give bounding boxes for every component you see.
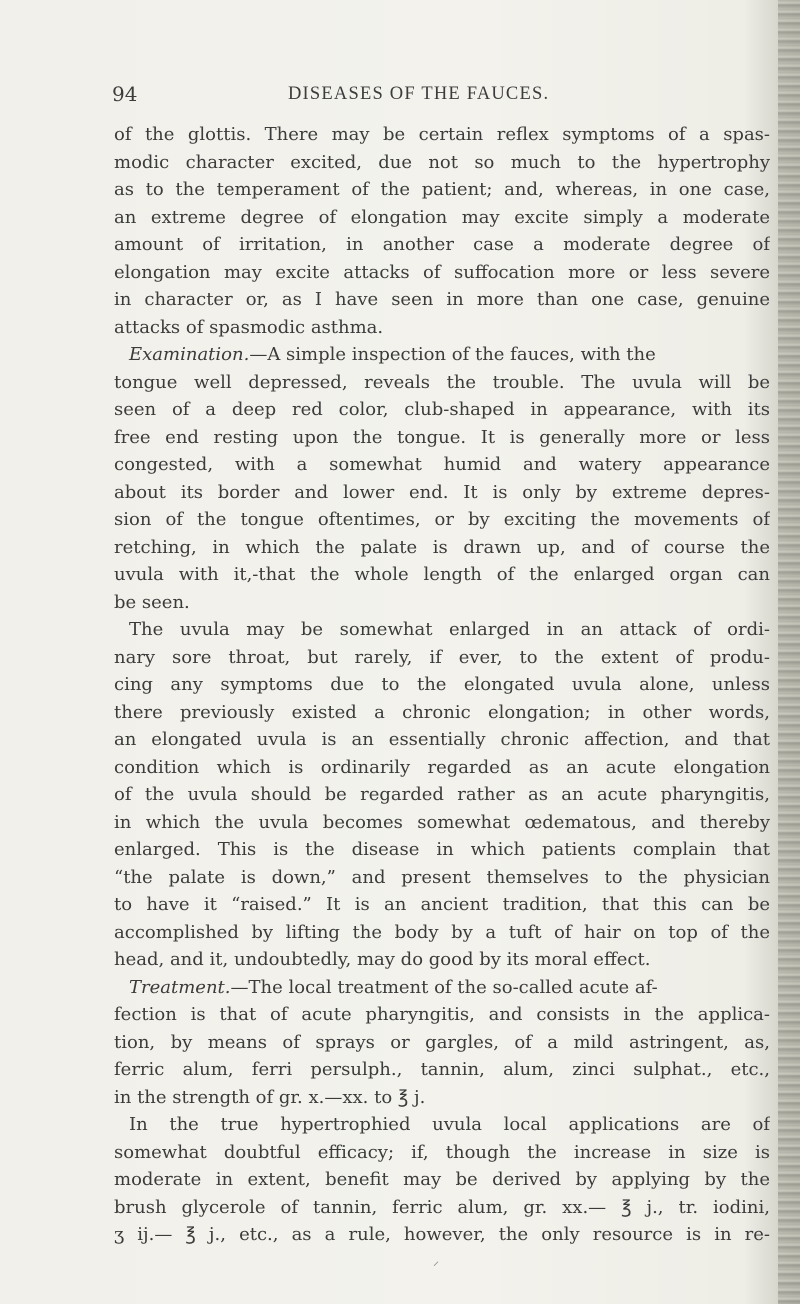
text-line: attacks of spasmodic asthma. <box>114 316 384 338</box>
text-line: amount of irritation, in another case a moderate degree of <box>114 234 770 255</box>
text-line: seen of a deep red color, club-shaped in appearance, with its <box>114 399 770 420</box>
text-line: moderate in extent, benefit may be derived by applying by the <box>114 1169 770 1190</box>
text-line: sion of the tongue oftentimes, or by exciting the movements of <box>114 509 770 530</box>
text-line: condition which is ordinarily regarded as an acute elongation <box>114 756 770 778</box>
text-line: as to the temperament of the patient; and, whereas, in one case, <box>114 179 770 200</box>
text-line: modic character excited, due not so much to the hypertrophy <box>114 151 770 173</box>
text-line: cing any symptoms due to the elongated uvula alone, unless <box>114 674 770 695</box>
text-line: of the glottis. There may be certain reflex symptoms of a spas- <box>114 124 770 145</box>
text-line: there previously existed a chronic elongation; in other words, <box>114 701 770 723</box>
text-line: free end resting upon the tongue. It is generally more or less <box>114 426 770 448</box>
text-line: tion, by means of sprays or gargles, of a mild astringent, as, <box>114 1031 770 1053</box>
text-line: elongation may excite attacks of suffocation more or less severe <box>114 261 770 283</box>
page-number: 94 <box>112 82 138 106</box>
page-edge-shadow <box>778 0 800 1304</box>
text-line: brush glycerole of tannin, ferric alum, gr. xx.— ℥ j., tr. iodini, <box>114 1196 770 1218</box>
text-line-continuation: —The local treatment of the so-called acute af- <box>230 976 658 998</box>
text-line: in the strength of gr. x.—xx. to ℥ j. <box>114 1086 426 1108</box>
text-line: In the true hypertrophied uvula local applications are of <box>129 1114 770 1135</box>
text-line: an elongated uvula is an essentially chronic affection, and that <box>114 729 770 750</box>
text-line: nary sore throat, but rarely, if ever, to the extent of produ- <box>114 646 770 668</box>
text-line: fection is that of acute pharyngitis, and consists in the applica- <box>114 1004 770 1025</box>
text-line: ʒ ij.— ℥ j., etc., as a rule, however, the only resource is in re- <box>114 1224 770 1245</box>
text-line: retching, in which the palate is drawn up, and of course the <box>114 536 770 558</box>
text-line: in character or, as I have seen in more than one case, genuine <box>114 289 770 310</box>
section-heading-treatment: Treatment. <box>129 976 231 998</box>
text-line: in which the uvula becomes somewhat œdematous, and thereby <box>114 811 770 833</box>
text-line: congested, with a somewhat humid and watery appearance <box>114 454 770 475</box>
text-line: accomplished by lifting the body by a tuft of hair on top of the <box>114 921 770 943</box>
text-line: tongue well depressed, reveals the trouble. The uvula will be <box>114 371 770 393</box>
text-line: enlarged. This is the disease in which patients complain that <box>114 839 770 860</box>
text-line: head, and it, undoubtedly, may do good by its moral effect. <box>114 949 651 970</box>
running-head: DISEASES OF THE FAUCES. <box>288 84 550 104</box>
footer-mark: ⸝ <box>433 1254 440 1268</box>
text-line: The uvula may be somewhat enlarged in an attack of ordi- <box>129 619 770 640</box>
page-header <box>112 82 772 112</box>
text-line: of the uvula should be regarded rather as an acute pharyngitis, <box>114 784 770 805</box>
text-line: somewhat doubtful efficacy; if, though the increase in size is <box>114 1141 770 1163</box>
text-line: to have it “raised.” It is an ancient tradition, that this can be <box>114 894 770 915</box>
text-line: ferric alum, ferri persulph., tannin, alum, zinci sulphat., etc., <box>114 1059 770 1080</box>
section-heading-examination: Examination. <box>129 344 250 365</box>
text-line: about its border and lower end. It is only by extreme depres- <box>114 481 770 503</box>
text-line <box>114 341 770 369</box>
text-line: “the palate is down,” and present themselves to the physician <box>114 866 770 888</box>
text-line: be seen. <box>114 591 190 613</box>
text-line-continuation: —A simple inspection of the fauces, with the <box>249 344 656 365</box>
body-text <box>114 121 770 1249</box>
text-line <box>114 974 770 1002</box>
text-line: an extreme degree of elongation may excite simply a moderate <box>114 206 770 228</box>
text-line: uvula with it,-that the whole length of the enlarged organ can <box>114 564 770 585</box>
